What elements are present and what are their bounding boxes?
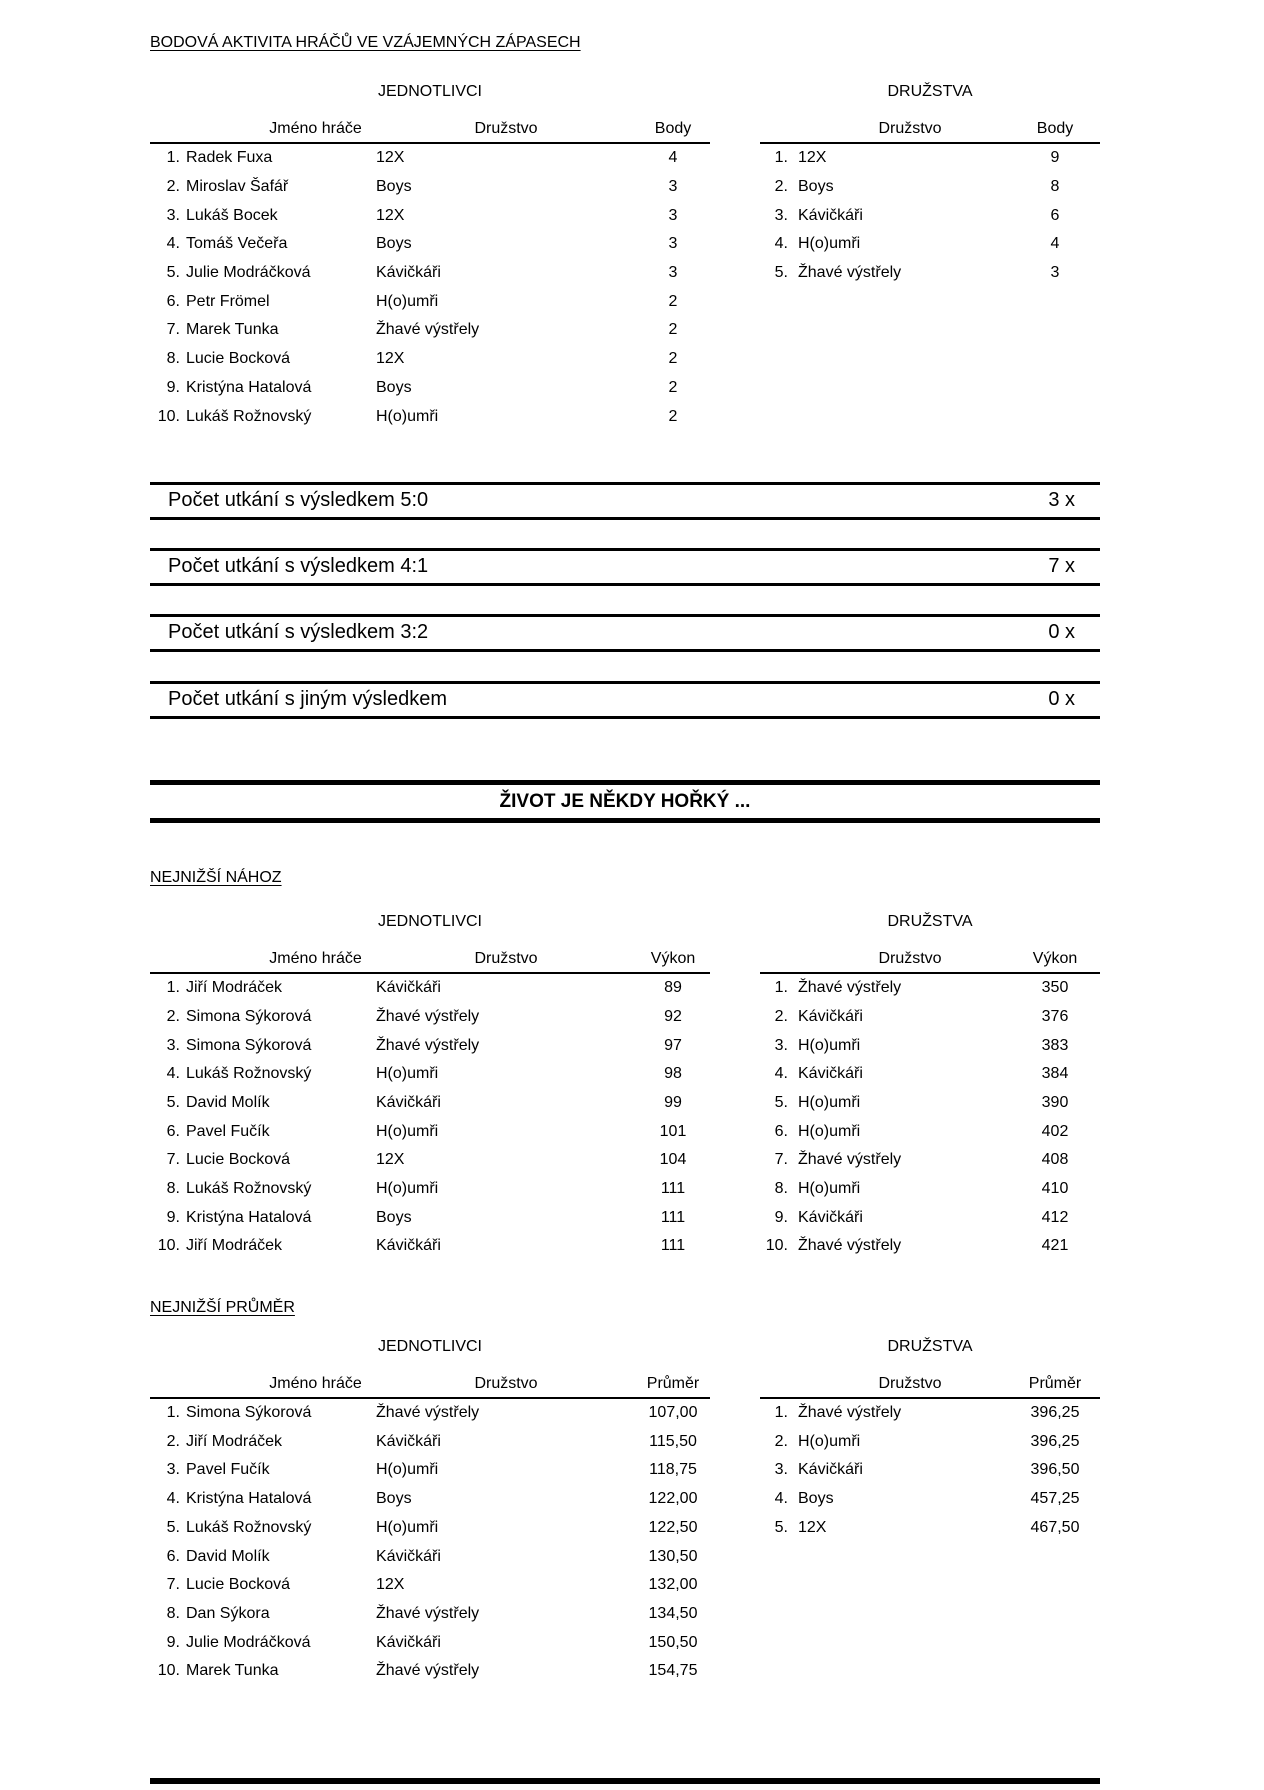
cell-name: Jiří Modráček xyxy=(186,979,283,997)
cell-team: Boys xyxy=(376,235,412,253)
match-count-value: 0 x xyxy=(1048,688,1075,711)
lowest-average-heading: NEJNIŽŠÍ PRŮMĚR xyxy=(150,1298,295,1316)
cell-team: 12X xyxy=(376,1151,405,1169)
cell-rank: 3. xyxy=(166,1461,180,1479)
cell-value: 396,25 xyxy=(1030,1404,1080,1422)
table-header xyxy=(150,120,710,144)
cell-name: Julie Modráčková xyxy=(186,264,311,282)
teams-title: DRUŽSTVA xyxy=(887,83,973,100)
cell-team: H(o)umři xyxy=(798,1093,861,1111)
cell-team: Žhavé výstřely xyxy=(798,1237,902,1255)
cell-name: Simona Sýkorová xyxy=(186,1036,312,1054)
cell-team: Kávičkáři xyxy=(376,1093,441,1111)
header-team: Družstvo xyxy=(474,120,538,137)
cell-team: H(o)umři xyxy=(376,1518,439,1536)
table-row xyxy=(150,1146,710,1175)
cell-team: 12X xyxy=(798,1518,827,1536)
table-row xyxy=(150,974,710,1003)
table-row xyxy=(150,230,710,259)
cell-team: H(o)umři xyxy=(798,1432,861,1450)
cell-team: H(o)umři xyxy=(376,1180,439,1198)
header-points: Body xyxy=(654,120,692,137)
cell-rank: 5. xyxy=(774,264,788,282)
section-banner xyxy=(150,780,1100,823)
table-row xyxy=(150,1060,710,1089)
table-row xyxy=(150,1232,710,1261)
table-row xyxy=(760,1175,1100,1204)
cell-team: Kávičkáři xyxy=(798,1461,863,1479)
cell-name: Radek Fuxa xyxy=(186,149,273,167)
cell-name: Lucie Bocková xyxy=(186,350,291,368)
table-row xyxy=(760,1060,1100,1089)
cell-rank: 6. xyxy=(774,1122,788,1140)
cell-value: 97 xyxy=(664,1036,682,1054)
cell-rank: 4. xyxy=(774,1065,788,1083)
table-row xyxy=(760,1146,1100,1175)
cell-team: Kávičkáři xyxy=(798,1065,863,1083)
cell-value: 384 xyxy=(1041,1065,1069,1083)
cell-value: 412 xyxy=(1041,1208,1069,1226)
cell-rank: 3. xyxy=(166,206,180,224)
cell-value: 92 xyxy=(664,1007,682,1025)
cell-name: Jiří Modráček xyxy=(186,1432,283,1450)
cell-name: Simona Sýkorová xyxy=(186,1404,312,1422)
cell-value: 457,25 xyxy=(1030,1490,1080,1508)
cell-value: 134,50 xyxy=(648,1604,698,1622)
header-team: Družstvo xyxy=(474,1374,538,1392)
cell-team: H(o)umři xyxy=(376,292,439,310)
cell-team: Žhavé výstřely xyxy=(376,1036,480,1054)
cell-team: Žhavé výstřely xyxy=(798,1404,902,1422)
lowest-average-section xyxy=(150,1317,1100,1686)
cell-team: Žhavé výstřely xyxy=(376,1604,480,1622)
table-row xyxy=(760,1514,1100,1543)
cell-rank: 3. xyxy=(774,1036,788,1054)
header-team: Družstvo xyxy=(878,949,942,967)
cell-value: 2 xyxy=(668,321,678,339)
cell-team: Boys xyxy=(376,178,412,196)
header-team: Družstvo xyxy=(878,120,942,137)
cell-team: H(o)umři xyxy=(798,235,861,253)
teams-title: DRUŽSTVA xyxy=(887,1337,973,1355)
cell-team: Kávičkáři xyxy=(376,1432,441,1450)
cell-rank: 2. xyxy=(774,178,788,196)
individuals-title: JEDNOTLIVCI xyxy=(377,83,482,100)
table-row xyxy=(760,1232,1100,1261)
lowest-throw-section xyxy=(150,887,1100,1261)
table-row xyxy=(760,974,1100,1003)
table-row xyxy=(150,1427,710,1456)
header-performance: Výkon xyxy=(1032,949,1078,967)
cell-rank: 2. xyxy=(166,1007,180,1025)
table-row xyxy=(150,1089,710,1118)
table-row xyxy=(760,1427,1100,1456)
cell-name: Dan Sýkora xyxy=(186,1604,270,1622)
header-team: Družstvo xyxy=(474,949,538,967)
cell-value: 2 xyxy=(668,292,678,310)
cell-rank: 4. xyxy=(774,1490,788,1508)
cell-value: 3 xyxy=(1050,264,1060,282)
table-row xyxy=(150,1117,710,1146)
cell-value: 104 xyxy=(659,1151,687,1169)
cell-value: 410 xyxy=(1041,1180,1069,1198)
cell-rank: 4. xyxy=(166,1065,180,1083)
cell-team: H(o)umři xyxy=(376,1122,439,1140)
table-row xyxy=(150,1485,710,1514)
cell-value: 111 xyxy=(660,1208,686,1226)
cell-rank: 4. xyxy=(774,235,788,253)
match-count-row xyxy=(150,681,1100,719)
cell-value: 99 xyxy=(664,1093,682,1111)
cell-rank: 5. xyxy=(166,264,180,282)
cell-value: 150,50 xyxy=(648,1633,698,1651)
cell-value: 98 xyxy=(664,1065,682,1083)
table-header xyxy=(760,1375,1100,1399)
table-row xyxy=(150,259,710,288)
table-row xyxy=(150,1175,710,1204)
cell-value: 383 xyxy=(1041,1036,1069,1054)
cell-rank: 2. xyxy=(774,1007,788,1025)
cell-rank: 2. xyxy=(166,178,180,196)
cell-name: Kristýna Hatalová xyxy=(186,1208,312,1226)
table-row xyxy=(760,201,1100,230)
cell-value: 4 xyxy=(668,149,678,167)
cell-rank: 4. xyxy=(166,1490,180,1508)
table-row xyxy=(150,287,710,316)
header-player-name: Jméno hráče xyxy=(269,120,362,137)
cell-value: 130,50 xyxy=(648,1547,698,1565)
cell-value: 111 xyxy=(660,1237,686,1255)
table-row xyxy=(150,316,710,345)
cell-team: Žhavé výstřely xyxy=(798,1151,902,1169)
table-header xyxy=(150,1375,710,1399)
cell-rank: 9. xyxy=(774,1208,788,1226)
cell-team: Žhavé výstřely xyxy=(376,321,480,339)
match-count-label: Počet utkání s výsledkem 5:0 xyxy=(168,489,429,512)
cell-value: 3 xyxy=(668,206,678,224)
cell-team: Kávičkáři xyxy=(376,1633,441,1651)
activity-teams-block xyxy=(760,52,1100,287)
cell-name: Lukáš Rožnovský xyxy=(186,1180,312,1198)
match-count-row xyxy=(150,482,1100,520)
cell-team: H(o)umři xyxy=(376,1065,439,1083)
cell-name: David Molík xyxy=(186,1093,270,1111)
lowest-throw-teams-block xyxy=(760,887,1100,1261)
lowest-average-individuals-block xyxy=(150,1317,710,1686)
cell-name: Tomáš Večeřa xyxy=(186,235,288,253)
cell-rank: 1. xyxy=(774,979,788,997)
cell-team: Boys xyxy=(376,1490,412,1508)
cell-value: 115,50 xyxy=(649,1432,697,1450)
cell-value: 408 xyxy=(1041,1151,1069,1169)
match-count-label: Počet utkání s výsledkem 4:1 xyxy=(168,555,429,578)
cell-rank: 8. xyxy=(166,1604,180,1622)
cell-team: H(o)umři xyxy=(798,1180,861,1198)
lowest-average-teams-block xyxy=(760,1317,1100,1542)
cell-rank: 7. xyxy=(166,1576,180,1594)
cell-rank: 5. xyxy=(774,1093,788,1111)
match-count-value: 7 x xyxy=(1048,555,1075,578)
table-row xyxy=(150,402,710,431)
activity-individuals-block xyxy=(150,52,710,431)
header-average: Průměr xyxy=(1028,1374,1082,1392)
cell-team: Kávičkáři xyxy=(798,1208,863,1226)
table-row xyxy=(760,1089,1100,1118)
cell-rank: 8. xyxy=(166,1180,180,1198)
cell-name: Pavel Fučík xyxy=(186,1461,270,1479)
cell-name: Lukáš Rožnovský xyxy=(186,407,312,425)
match-count-value: 0 x xyxy=(1048,621,1075,644)
cell-value: 396,50 xyxy=(1030,1461,1080,1479)
cell-name: Lukáš Rožnovský xyxy=(186,1518,312,1536)
cell-rank: 4. xyxy=(166,235,180,253)
cell-value: 111 xyxy=(660,1180,686,1198)
cell-value: 2 xyxy=(668,378,678,396)
cell-name: Lukáš Rožnovský xyxy=(186,1065,312,1083)
cell-value: 122,00 xyxy=(648,1490,698,1508)
table-row xyxy=(150,1399,710,1428)
cell-team: 12X xyxy=(376,350,405,368)
cell-value: 122,50 xyxy=(648,1518,698,1536)
table-header xyxy=(760,120,1100,144)
table-row xyxy=(150,1203,710,1232)
cell-name: David Molík xyxy=(186,1547,270,1565)
activity-section xyxy=(150,52,1100,431)
table-row xyxy=(760,1399,1100,1428)
cell-team: 12X xyxy=(376,149,405,167)
cell-team: Kávičkáři xyxy=(798,206,863,224)
cell-rank: 6. xyxy=(166,1547,180,1565)
cell-team: Kávičkáři xyxy=(376,264,441,282)
lowest-throw-individuals-block xyxy=(150,887,710,1261)
cell-team: 12X xyxy=(376,206,405,224)
table-row xyxy=(760,1031,1100,1060)
cell-value: 396,25 xyxy=(1030,1432,1080,1450)
table-row xyxy=(150,374,710,403)
header-player-name: Jméno hráče xyxy=(269,1374,362,1392)
header-team: Družstvo xyxy=(878,1374,942,1392)
cell-value: 9 xyxy=(1050,149,1060,167)
page-title: BODOVÁ AKTIVITA HRÁČŮ VE VZÁJEMNÝCH ZÁPASECH xyxy=(150,34,581,51)
cell-name: Marek Tunka xyxy=(186,1662,279,1680)
cell-team: Žhavé výstřely xyxy=(376,1662,480,1680)
cell-value: 2 xyxy=(668,407,678,425)
lowest-throw-teams-table xyxy=(760,974,1100,1261)
cell-name: Julie Modráčková xyxy=(186,1633,311,1651)
cell-rank: 6. xyxy=(166,1122,180,1140)
cell-rank: 5. xyxy=(774,1518,788,1536)
cell-rank: 2. xyxy=(774,1432,788,1450)
cell-rank: 8. xyxy=(774,1180,788,1198)
cell-team: Boys xyxy=(798,178,834,196)
cell-name: Pavel Fučík xyxy=(186,1122,270,1140)
cell-rank: 1. xyxy=(166,979,180,997)
cell-rank: 6. xyxy=(166,292,180,310)
cell-rank: 1. xyxy=(166,1404,180,1422)
table-row xyxy=(150,173,710,202)
match-count-label: Počet utkání s jiným výsledkem xyxy=(168,688,447,711)
activity-teams-table xyxy=(760,144,1100,287)
cell-rank: 5. xyxy=(166,1518,180,1536)
cell-rank: 10. xyxy=(765,1237,788,1255)
cell-team: Kávičkáři xyxy=(376,979,441,997)
cell-value: 132,00 xyxy=(648,1576,698,1594)
match-count-row xyxy=(150,614,1100,652)
cell-value: 3 xyxy=(668,264,678,282)
cell-rank: 3. xyxy=(774,1461,788,1479)
report-content xyxy=(150,0,1100,1784)
table-row xyxy=(760,1456,1100,1485)
cell-rank: 9. xyxy=(166,1208,180,1226)
cell-value: 4 xyxy=(1050,235,1060,253)
individuals-title: JEDNOTLIVCI xyxy=(377,912,482,930)
cell-team: Žhavé výstřely xyxy=(798,264,902,282)
cell-value: 3 xyxy=(668,178,678,196)
cell-value: 350 xyxy=(1041,979,1069,997)
table-header xyxy=(760,950,1100,974)
cell-team: Žhavé výstřely xyxy=(376,1404,480,1422)
cell-value: 89 xyxy=(664,979,682,997)
table-row xyxy=(150,201,710,230)
next-section-rule xyxy=(150,1778,1100,1784)
cell-team: H(o)umři xyxy=(798,1036,861,1054)
table-row xyxy=(760,230,1100,259)
table-row xyxy=(150,345,710,374)
cell-value: 2 xyxy=(668,350,678,368)
table-row xyxy=(150,144,710,173)
cell-value: 101 xyxy=(659,1122,687,1140)
cell-rank: 7. xyxy=(166,321,180,339)
cell-rank: 3. xyxy=(166,1036,180,1054)
cell-name: Kristýna Hatalová xyxy=(186,1490,312,1508)
cell-rank: 1. xyxy=(774,149,788,167)
teams-title: DRUŽSTVA xyxy=(887,912,973,930)
cell-team: Kávičkáři xyxy=(376,1237,441,1255)
cell-value: 107,00 xyxy=(648,1404,698,1422)
table-row xyxy=(150,1628,710,1657)
cell-team: Boys xyxy=(798,1490,834,1508)
cell-name: Petr Frömel xyxy=(186,292,270,310)
lowest-throw-heading: NEJNIŽŠÍ NÁHOZ xyxy=(150,868,282,886)
table-row xyxy=(150,1657,710,1686)
table-row xyxy=(150,1571,710,1600)
lowest-average-individuals-table xyxy=(150,1399,710,1686)
table-row xyxy=(760,1003,1100,1032)
table-header xyxy=(150,950,710,974)
cell-team: Kávičkáři xyxy=(798,1007,863,1025)
cell-team: H(o)umři xyxy=(376,1461,439,1479)
table-row xyxy=(150,1003,710,1032)
cell-name: Lucie Bocková xyxy=(186,1576,291,1594)
header-average: Průměr xyxy=(646,1374,700,1392)
cell-value: 8 xyxy=(1050,178,1060,196)
cell-rank: 8. xyxy=(166,350,180,368)
cell-value: 467,50 xyxy=(1030,1518,1080,1536)
activity-individuals-table xyxy=(150,144,710,431)
section-banner-text: ŽIVOT JE NĚKDY HOŘKÝ ... xyxy=(499,790,751,812)
cell-team: Žhavé výstřely xyxy=(798,979,902,997)
cell-name: Kristýna Hatalová xyxy=(186,378,312,396)
cell-rank: 7. xyxy=(166,1151,180,1169)
cell-team: Boys xyxy=(376,1208,412,1226)
cell-name: Lucie Bocková xyxy=(186,1151,291,1169)
header-performance: Výkon xyxy=(650,949,696,967)
table-row xyxy=(760,173,1100,202)
cell-name: Jiří Modráček xyxy=(186,1237,283,1255)
table-row xyxy=(150,1514,710,1543)
cell-rank: 9. xyxy=(166,378,180,396)
table-row xyxy=(150,1031,710,1060)
cell-rank: 9. xyxy=(166,1633,180,1651)
table-row xyxy=(150,1542,710,1571)
cell-team: 12X xyxy=(798,149,827,167)
header-points: Body xyxy=(1036,120,1074,137)
match-count-label: Počet utkání s výsledkem 3:2 xyxy=(168,621,429,644)
table-row xyxy=(150,1600,710,1629)
cell-rank: 7. xyxy=(774,1151,788,1169)
match-count-value: 3 x xyxy=(1048,489,1075,512)
table-row xyxy=(760,1117,1100,1146)
cell-rank: 3. xyxy=(774,206,788,224)
individuals-title: JEDNOTLIVCI xyxy=(377,1337,482,1355)
cell-value: 390 xyxy=(1041,1093,1069,1111)
cell-rank: 2. xyxy=(166,1432,180,1450)
cell-value: 421 xyxy=(1041,1237,1069,1255)
cell-name: Marek Tunka xyxy=(186,321,279,339)
cell-rank: 1. xyxy=(166,149,180,167)
cell-team: Kávičkáři xyxy=(376,1547,441,1565)
table-row xyxy=(760,259,1100,288)
table-row xyxy=(760,144,1100,173)
cell-team: Boys xyxy=(376,378,412,396)
lowest-throw-individuals-table xyxy=(150,974,710,1261)
cell-value: 402 xyxy=(1041,1122,1069,1140)
cell-rank: 1. xyxy=(774,1404,788,1422)
cell-rank: 10. xyxy=(157,407,180,425)
cell-team: Žhavé výstřely xyxy=(376,1007,480,1025)
cell-value: 118,75 xyxy=(649,1461,697,1479)
cell-name: Miroslav Šafář xyxy=(186,178,289,196)
cell-value: 154,75 xyxy=(648,1662,698,1680)
cell-rank: 5. xyxy=(166,1093,180,1111)
table-row xyxy=(760,1203,1100,1232)
cell-value: 376 xyxy=(1041,1007,1069,1025)
header-player-name: Jméno hráče xyxy=(269,949,362,967)
table-row xyxy=(150,1456,710,1485)
cell-name: Simona Sýkorová xyxy=(186,1007,312,1025)
cell-value: 3 xyxy=(668,235,678,253)
cell-rank: 10. xyxy=(157,1237,180,1255)
cell-rank: 10. xyxy=(157,1662,180,1680)
cell-team: H(o)umři xyxy=(376,407,439,425)
cell-value: 6 xyxy=(1050,206,1060,224)
match-count-row xyxy=(150,548,1100,586)
cell-name: Lukáš Bocek xyxy=(186,206,278,224)
table-row xyxy=(760,1485,1100,1514)
cell-team: 12X xyxy=(376,1576,405,1594)
cell-team: H(o)umři xyxy=(798,1122,861,1140)
lowest-average-teams-table xyxy=(760,1399,1100,1542)
